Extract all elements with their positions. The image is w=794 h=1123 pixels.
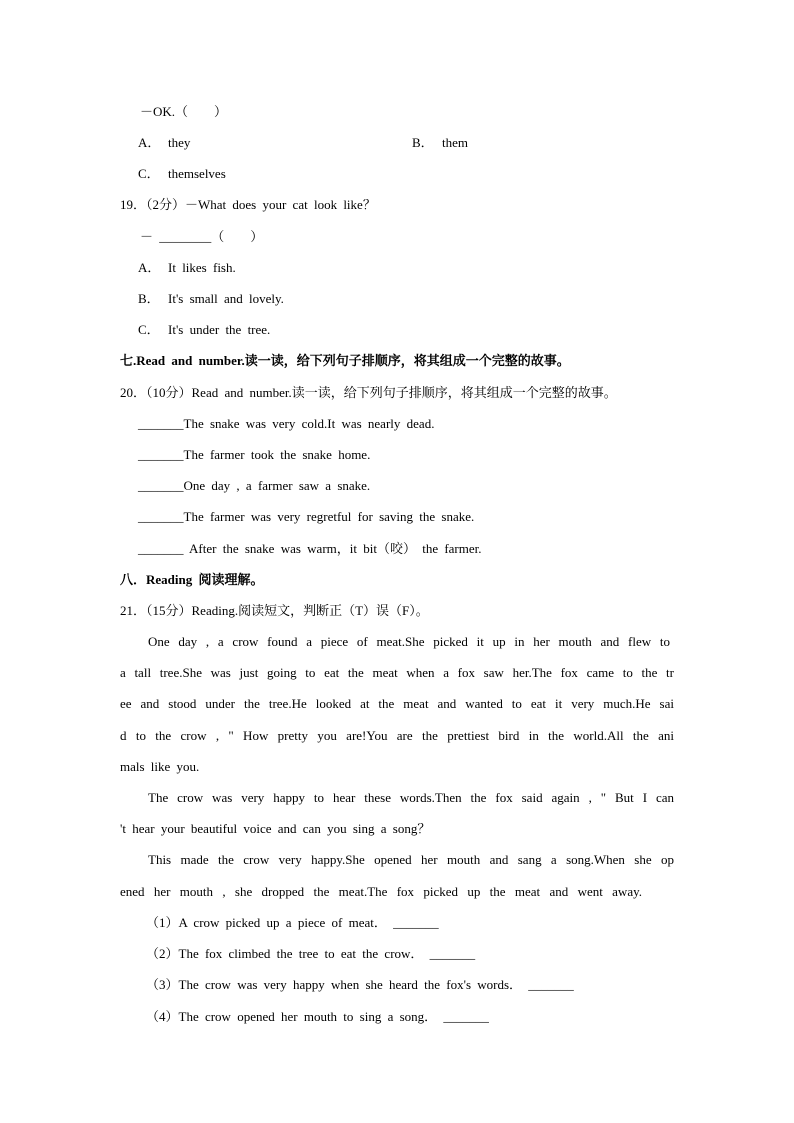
q21-statement-4[interactable]: （4）The crow opened her mouth to sing a song． _______ bbox=[146, 1009, 489, 1024]
passage-line: ee and stood under the tree.He looked at the meat and wanted to eat it very much.He sai bbox=[120, 696, 674, 711]
passage-line: mals like you. bbox=[120, 759, 200, 774]
option-text: It's small and lovely. bbox=[168, 291, 284, 306]
option-label: B． bbox=[412, 135, 434, 150]
q20-item-1[interactable]: _______The snake was very cold.It was nearly dead. bbox=[138, 416, 435, 431]
passage-line: 't hear your beautiful voice and can you sing a song？ bbox=[120, 821, 431, 836]
option-label: B． bbox=[138, 291, 160, 306]
option-label: C． bbox=[138, 322, 160, 337]
passage-line: d to the crow , " How pretty you are!You are the prettiest bird in the world.All the ani bbox=[120, 728, 674, 743]
q19-answer-line[interactable]: － ________（ ） bbox=[140, 229, 264, 244]
q18-option-a[interactable] bbox=[138, 135, 190, 151]
passage-line: One day , a crow found a piece of meat.She picked it up in her mouth and flew to bbox=[148, 634, 670, 649]
passage-line: The crow was very happy to hear these words.Then the fox said again , " But I can bbox=[148, 790, 674, 805]
q20-item-4[interactable]: _______The farmer was very regretful for saving the snake. bbox=[138, 509, 475, 524]
section-8-heading: 八．Reading 阅读理解。 bbox=[120, 572, 264, 587]
passage-line: This made the crow very happy.She opened her mouth and sang a song.When she op bbox=[148, 852, 674, 867]
option-label: A． bbox=[138, 135, 161, 150]
q20-item-5[interactable]: _______ After the snake was warm，it bit（咬） the farmer. bbox=[138, 541, 482, 556]
option-text: themselves bbox=[168, 166, 226, 181]
option-text: It's under the tree. bbox=[168, 322, 271, 337]
q21-statement-2[interactable]: （2）The fox climbed the tree to eat the crow． _______ bbox=[146, 946, 476, 961]
q21-statement-1[interactable]: （1）A crow picked up a piece of meat． _______ bbox=[146, 915, 439, 930]
q18-option-c[interactable] bbox=[138, 166, 226, 182]
q20-stem: 20．（10分）Read and number.读一读，给下列句子排顺序，将其组成一个完整的故事。 bbox=[120, 385, 617, 400]
q21-stem: 21．（15分）Reading.阅读短文，判断正（T）误（F）。 bbox=[120, 603, 429, 618]
q21-statement-3[interactable]: （3）The crow was very happy when she heard the fox's words． _______ bbox=[146, 977, 574, 992]
section-7-heading: 七.Read and number.读一读，给下列句子排顺序，将其组成一个完整的故事。 bbox=[120, 353, 570, 368]
q20-item-2[interactable]: _______The farmer took the snake home. bbox=[138, 447, 371, 462]
passage-line: ened her mouth , she dropped the meat.The fox picked up the meat and went away. bbox=[120, 884, 642, 899]
q19-option-c[interactable] bbox=[138, 322, 270, 338]
option-text: It likes fish. bbox=[168, 260, 236, 275]
option-label: C． bbox=[138, 166, 160, 181]
q18-stem-tail: －OK.（ ） bbox=[140, 104, 228, 119]
q19-option-b[interactable] bbox=[138, 291, 284, 307]
q19-option-a[interactable] bbox=[138, 260, 236, 276]
q18-option-b[interactable] bbox=[412, 135, 468, 151]
passage-line: a tall tree.She was just going to eat the meat when a fox saw her.The fox came to the tr bbox=[120, 665, 674, 680]
option-label: A． bbox=[138, 260, 161, 275]
option-text: them bbox=[442, 135, 468, 150]
option-text: they bbox=[168, 135, 191, 150]
q20-item-3[interactable]: _______One day , a farmer saw a snake. bbox=[138, 478, 371, 493]
q19-stem: 19．（2分）－What does your cat look like？ bbox=[120, 197, 376, 212]
